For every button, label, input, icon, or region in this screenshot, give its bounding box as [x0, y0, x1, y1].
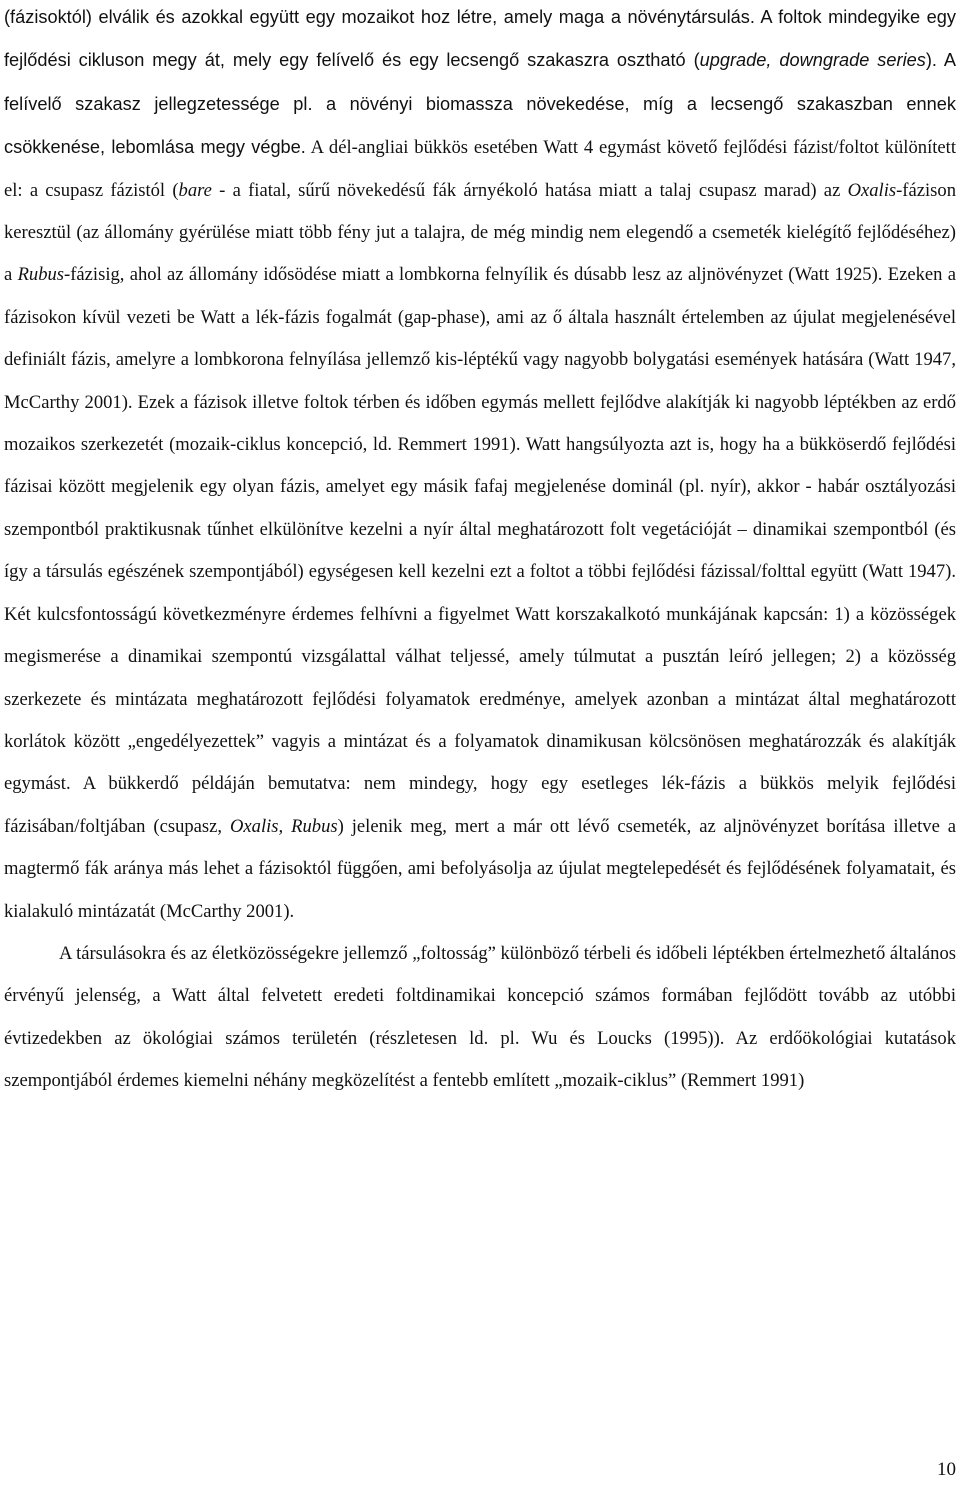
italic-term-oxalis: Oxalis	[847, 179, 897, 201]
text-run: ) jelenik meg, mert a már ott lévő csemeték, az aljnövényzet borítása illetve a magtermő fák aránya más lehet a fázisoktól függően, ami befolyásolja az újulat megtelepedését és fejlődésének folyamatait, és kialakuló mintázatát (McCarthy 2001).	[4, 815, 957, 922]
text-run: -fázisig, ahol az állomány idősödése miatt a lombkorna felnyílik és dúsabb lesz az aljnövényzet (Watt 1925). Ezeken a fázisokon kívül vezeti be Watt a lék-fázis fogalmát (gap-phase), ami az ő általa használt értelemben az újulat megjelenésével definiált fázis, amelyre a lombkorona felnyílása jellemző kis-léptékű vagy nagyobb bolygatási események hatására (Watt 1947, McCarthy 2001). Ezek a fázisok illetve foltok térben és időben egymás mellett fejlődve alakítják ki nagyobb léptékben az erdő mozaikos szerkezetét (mozaik-ciklus koncepció, ld. Remmert 1991). Watt hangsúlyozta azt is, hogy ha a bükköserdő fejlődési fázisai között megjelenik egy olyan fázis, amelyet egy másik fafaj megjelenése dominál (pl. nyír), akkor - habár osztályozási szempontból praktikusnak tűnhet elkülönítve kezelni a nyír által meghatározott folt vegetációját – dinamikai szempontból (és így a társulás egészének szempontjából) egységesen kell kezelni ezt a foltot a többi fejlődési fázissal/folttal együtt (Watt 1947). Két kulcsfontosságú következményre érdemes felhívni a figyelmet Watt korszakalkotó munkájának kapcsán: 1) a közösségek megismerése a dinamikai szempontú vizsgálattal válhat teljessé, amely túlmutat a pusztán leíró jellegen; 2) a közösség szerkezete és mintázata meghatározott fejlődési folyamatok eredménye, amelyek azonban a mintázat által meghatározott korlátok között „engedélyezettek” vagyis a mintázat és a folyamatok dinamikusan kölcsönösen meghatározzák és alakítják egymást. A bükkerdő példáján bemutatva: nem mindegy, hogy egy esetleges lék-fázis a bükkös melyik fejlődési fázisában/foltjában (csupasz,	[4, 264, 957, 837]
italic-term-upgrade-downgrade: upgrade, downgrade series	[699, 50, 926, 71]
text-run: -fázison keresztül (az állomány gyérülése miatt több fény jut a talajra, de még mindig nem elegendő a csemeték kielégítő fejlődéséhez) a	[4, 179, 956, 286]
italic-term-bare: bare	[178, 179, 212, 201]
paragraph-patchiness: A társulásokra és az életközösségekre jellemző „foltosság” különböző térbeli és időbeli léptékben értelmezhető általános érvényű jelenség, a Watt által felvetett eredeti foltdinamikai koncepció számos formában fejlődött tovább az utóbbi évtizedekben az ökológiai számos területén (részletesen ld. pl. Wu és Loucks (1995)). Az erdőökológiai kutatások szempontjából érdemes kiemelni néhány megközelítést a fentebb említett „mozaik-ciklus” (Remmert 1991)	[4, 942, 956, 1092]
text-run: A dél-angliai bükkös esetében Watt 4 egymást követő fejlődési fázist/foltot különített el: a csupasz fázistól (	[4, 137, 956, 201]
text-run: ). A felívelő szakasz jellegzetessége pl. a növényi biomassza növekedése, míg a lecsengő szakaszban ennek csökkenése, lebomlása megy végbe.	[4, 50, 956, 158]
text-run: (fázisoktól) elválik és azokkal együtt egy mozaikot hoz létre, amely maga a növénytársulás. A foltok mindegyike egy fejlődési cikluson megy át, mely egy felívelő és egy lecsengő szakaszra osztható (	[4, 7, 956, 71]
italic-term-oxalis-rubus: Oxalis, Rubus	[230, 815, 338, 837]
paragraph-watt-phases	[4, 0, 956, 933]
italic-term-rubus: Rubus	[17, 264, 65, 286]
text-run: - a fiatal, sűrű növekedésű fák árnyékoló hatása miatt a talaj csupasz marad) az	[211, 179, 848, 201]
paragraph-sans-part	[4, 7, 956, 157]
page-number: 10	[937, 1459, 956, 1480]
